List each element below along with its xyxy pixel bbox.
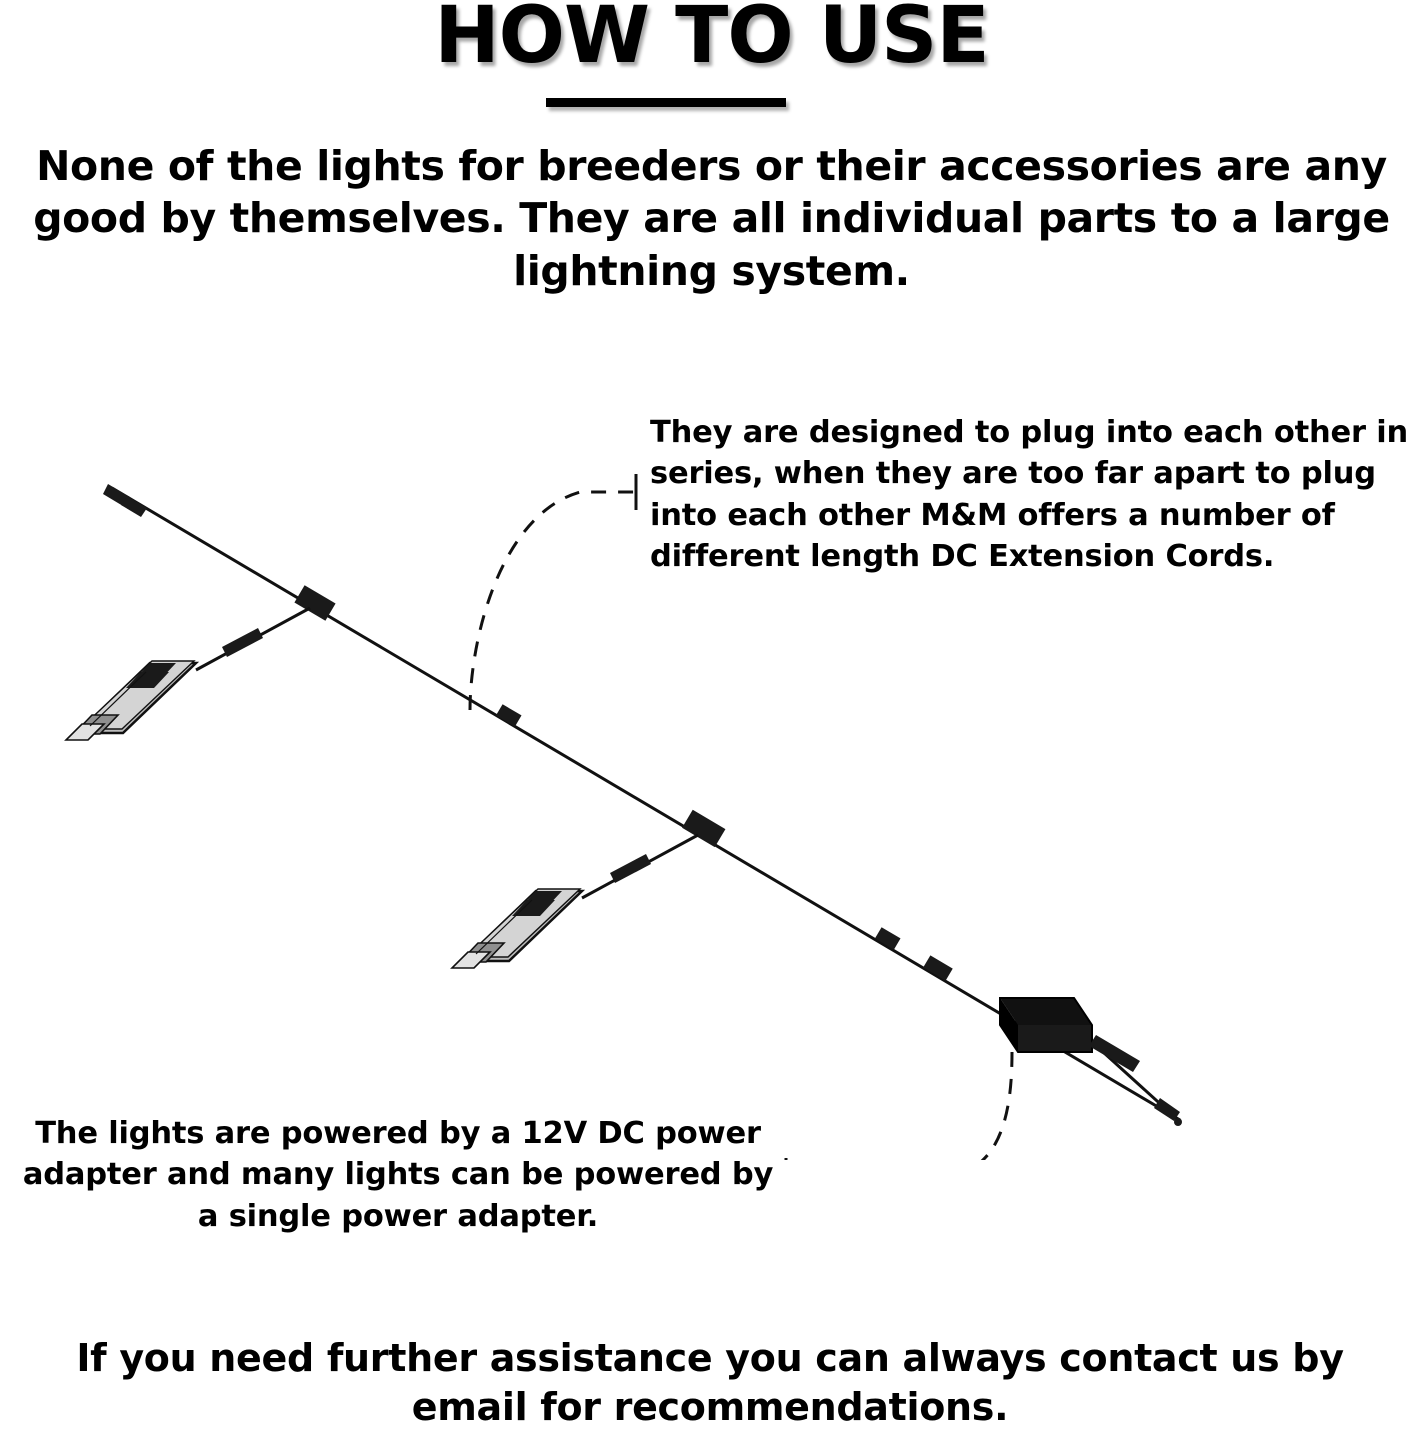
leader-power [786,1052,1012,1160]
power-adapter [1000,998,1092,1052]
footer-note: If you need further assistance you can always contact us by email for recommendations. [76,1336,1344,1430]
leader-series [470,474,636,710]
title-underline [546,98,786,107]
branch-cable-lower [582,835,698,898]
branch-cable-upper [196,608,310,670]
callout-series-text: They are designed to plug into each other in series, when they are too far apart to plug into each other M&M offers a number of different length DC Extension Cords. [650,415,1409,575]
wiring-diagram [0,380,1423,1160]
intro-paragraph: None of the lights for breeders or their accessories are any good by themselves. They are all individual parts to a large lightning system. [33,142,1390,295]
adapter-output-cable [1089,1035,1182,1126]
light-bar-lower [452,889,582,968]
light-bar-upper [66,661,196,740]
callout-power-text: The lights are powered by a 12V DC power adapter and many lights can be powered by a single power adapter. [22,1116,774,1234]
page-title: HOW TO USE [434,0,989,81]
